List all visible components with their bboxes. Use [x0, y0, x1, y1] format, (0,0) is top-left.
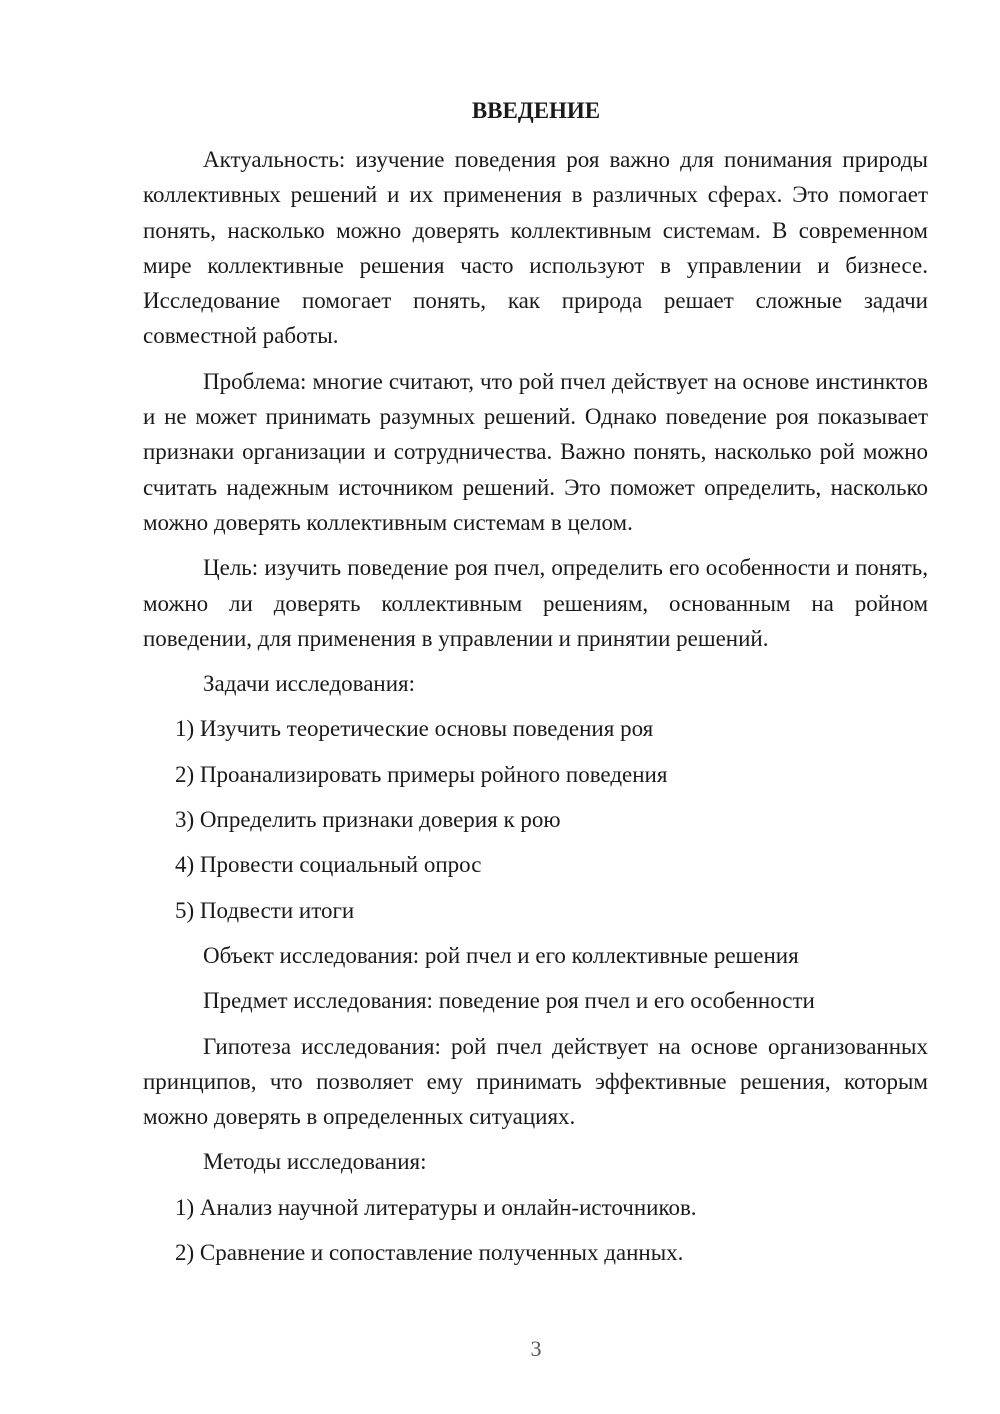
problem-paragraph: Проблема: многие считают, что рой пчел действует на основе инстинктов и не может принимать разумных решений. Однако поведение роя показывает признаки организации и сотрудничества. Важно понять, насколько рой можно считать надежным источником решений. Это поможет определить, насколько можно доверять коллективным системам в целом.	[143, 368, 928, 535]
subject-line: Предмет исследования: поведение роя пчел и его особенности	[203, 988, 815, 1014]
goal-paragraph: Цель: изучить поведение роя пчел, определить его особенности и понять, можно ли доверять коллективным решениям, основанным на ройном поведении, для применения в управлении и принятии решений.	[143, 555, 928, 651]
page-number: 3	[530, 1336, 542, 1361]
methods-heading: Методы исследования:	[203, 1149, 427, 1175]
relevance-paragraph: Актуальность: изучение поведения роя важно для понимания природы коллективных решений и их применения в различных сферах. Это помогает понять, насколько можно доверять коллективным системам. В современном мире коллективные решения часто используют в управлении и бизнесе. Исследование помогает понять, как природа решает сложные задачи совместной работы.	[143, 147, 928, 349]
task-item: 2) Проанализировать примеры ройного поведения	[175, 761, 668, 787]
method-item: 2) Сравнение и сопоставление полученных данных.	[175, 1240, 684, 1266]
hypothesis-paragraph: Гипотеза исследования: рой пчел действует на основе организованных принципов, что позволяет ему принимать эффективные решения, которым можно доверять в определенных ситуациях.	[143, 1033, 928, 1130]
document-body	[143, 142, 928, 1280]
object-line: Объект исследования: рой пчел и его коллективные решения	[203, 942, 799, 968]
methods-list	[143, 1190, 928, 1271]
task-item: 3) Определить признаки доверия к рою	[175, 807, 561, 833]
tasks-list	[143, 711, 928, 927]
tasks-heading: Задачи исследования:	[203, 671, 416, 697]
task-item: 4) Провести социальный опрос	[175, 852, 482, 878]
task-item: 1) Изучить теоретические основы поведения роя	[175, 716, 654, 742]
method-item: 1) Анализ научной литературы и онлайн-источников.	[175, 1194, 697, 1220]
task-item: 5) Подвести итоги	[175, 897, 355, 923]
section-heading: ВВЕДЕНИЕ	[471, 98, 601, 123]
